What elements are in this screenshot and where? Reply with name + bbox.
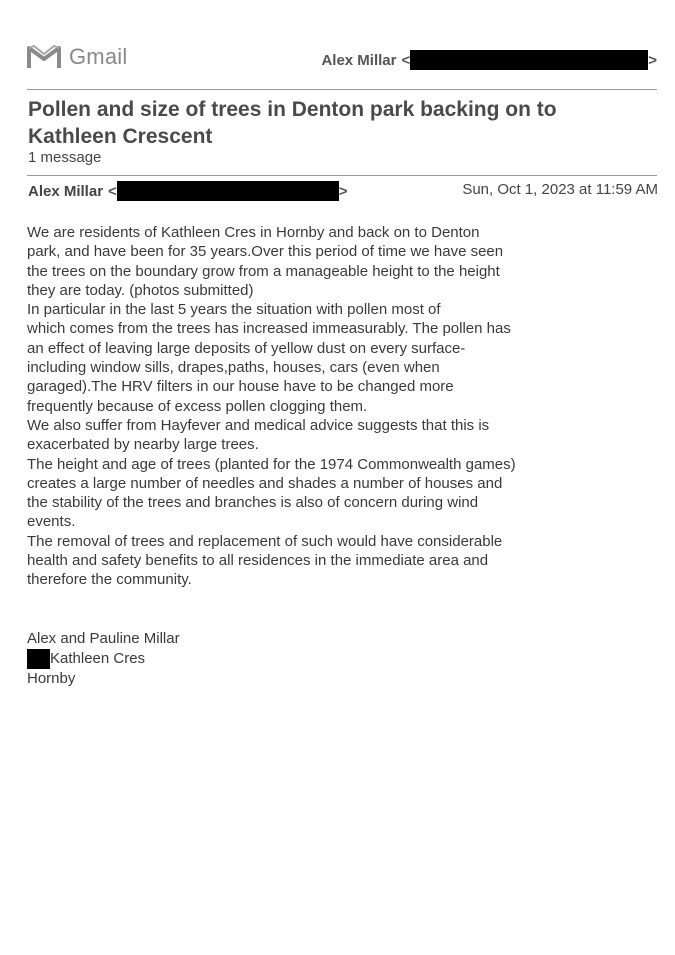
body-line: an effect of leaving large deposits of yellow dust on every surface- <box>27 339 466 357</box>
body-line: the trees on the boundary grow from a manageable height to the height <box>27 262 500 280</box>
signature-suburb: Hornby <box>27 669 76 687</box>
gmail-header <box>27 40 657 80</box>
signature-names: Alex and Pauline Millar <box>27 630 180 647</box>
account-info <box>321 50 657 70</box>
body-line: therefore the community. <box>27 571 192 589</box>
body-line: exacerbated by nearby large trees. <box>27 436 259 454</box>
gmail-wordmark: Gmail <box>69 44 128 69</box>
body-line: frequently because of excess pollen clogging them. <box>27 397 368 415</box>
body-line: garaged).The HRV filters in our house have to be changed more <box>27 378 454 396</box>
body-line: The height and age of trees (planted for the 1974 Commonwealth games) <box>27 455 516 473</box>
signature-street-line <box>27 649 180 669</box>
body-line: events. <box>27 513 76 531</box>
email-body <box>27 223 627 590</box>
redacted-house-number <box>27 649 50 669</box>
email-open-bracket: < <box>401 51 411 69</box>
body-line: which comes from the trees has increased immeasurably. The pollen has <box>27 320 511 338</box>
body-line: the stability of the trees and branches is also of concern during wind <box>27 494 479 512</box>
account-name: Alex Millar <box>321 51 397 69</box>
gmail-m-icon <box>27 44 61 70</box>
sender-info <box>28 181 348 201</box>
email-signature <box>27 629 180 688</box>
email-close-bracket: > <box>648 51 657 69</box>
body-line: park, and have been for 35 years.Over this period of time we have seen <box>27 243 504 261</box>
redacted-sender-email <box>117 181 339 201</box>
message-meta <box>28 181 658 203</box>
body-line: including window sills, drapes,paths, houses, cars (even when <box>27 359 440 377</box>
gmail-logo <box>27 44 127 70</box>
body-line: In particular in the last 5 years the situation with pollen most of <box>27 301 441 319</box>
body-line: they are today. (photos submitted) <box>27 281 254 299</box>
body-line: We also suffer from Hayfever and medical advice suggests that this is <box>27 416 490 434</box>
sender-close-bracket: > <box>338 182 348 200</box>
body-line: creates a large number of needles and shades a number of houses and <box>27 474 503 492</box>
header-divider <box>27 89 657 90</box>
message-date: Sun, Oct 1, 2023 at 11:59 AM <box>462 181 658 198</box>
message-count: 1 message <box>28 149 102 166</box>
body-line: The removal of trees and replacement of such would have considerable <box>27 532 503 550</box>
sender-name: Alex Millar <box>28 182 104 200</box>
subject-divider <box>27 175 657 176</box>
email-subject: Pollen and size of trees in Denton park backing on to Kathleen Crescent <box>28 98 557 148</box>
body-line: health and safety benefits to all residences in the immediate area and <box>27 552 489 570</box>
redacted-email-address <box>410 50 648 70</box>
signature-street: Kathleen Cres <box>50 649 146 667</box>
body-line: We are residents of Kathleen Cres in Hornby and back on to Denton <box>27 224 480 241</box>
sender-open-bracket: < <box>108 182 117 200</box>
